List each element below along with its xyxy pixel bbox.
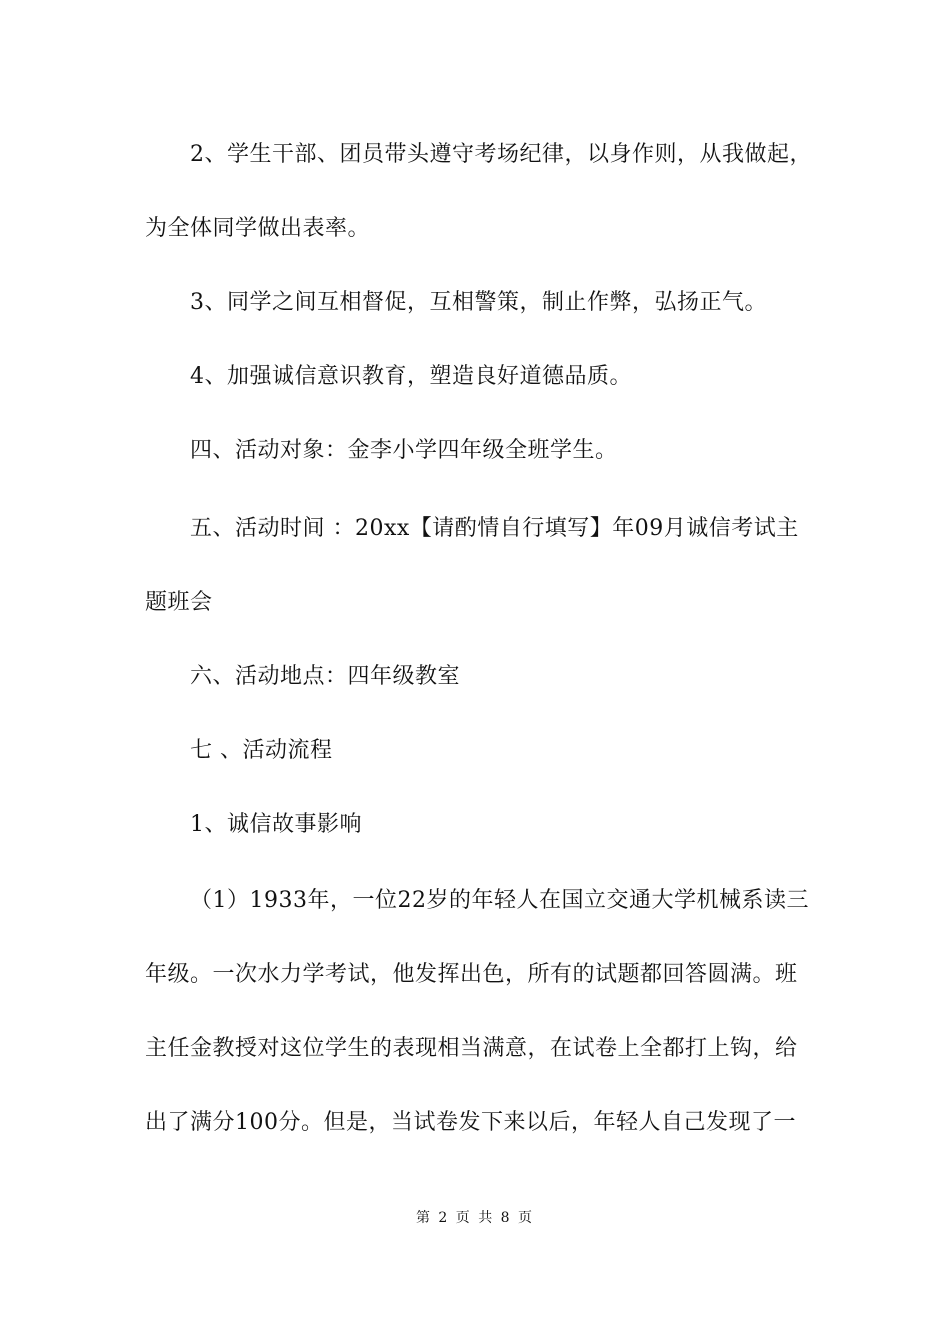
section-heading: 四、活动对象：金李小学四年级全班学生。 — [190, 438, 618, 463]
page-number: 第 2 页 共 8 页 — [415, 1210, 535, 1226]
paragraph-line: 题班会 — [145, 590, 213, 615]
paragraph-line: （1）1933年，一位22岁的年轻人在国立交通大学机械系读三 — [190, 888, 809, 913]
paragraph-line: 为全体同学做出表率。 — [145, 216, 371, 241]
paragraph-line: 主任金教授对这位学生的表现相当满意，在试卷上全都打上钩，给 — [145, 1036, 798, 1061]
paragraph-line: 3、同学之间互相督促，互相警策，制止作弊，弘扬正气。 — [190, 290, 767, 315]
section-heading: 七 、活动流程 — [190, 738, 333, 763]
section-heading: 五、活动时间 ：20xx【请酌情自行填写】年09月诚信考试主 — [190, 516, 799, 541]
paragraph-line: 出了满分100分。但是，当试卷发下来以后，年轻人自己发现了一 — [145, 1110, 796, 1135]
subsection-heading: 1、诚信故事影响 — [190, 812, 362, 837]
paragraph-line: 4、加强诚信意识教育，塑造良好道德品质。 — [190, 364, 632, 389]
section-heading: 六、活动地点：四年级教室 — [190, 664, 461, 689]
paragraph-line: 年级。一次水力学考试，他发挥出色，所有的试题都回答圆满。班 — [145, 962, 798, 987]
paragraph-line: 2、学生干部、团员带头遵守考场纪律，以身作则，从我做起， — [190, 142, 812, 167]
